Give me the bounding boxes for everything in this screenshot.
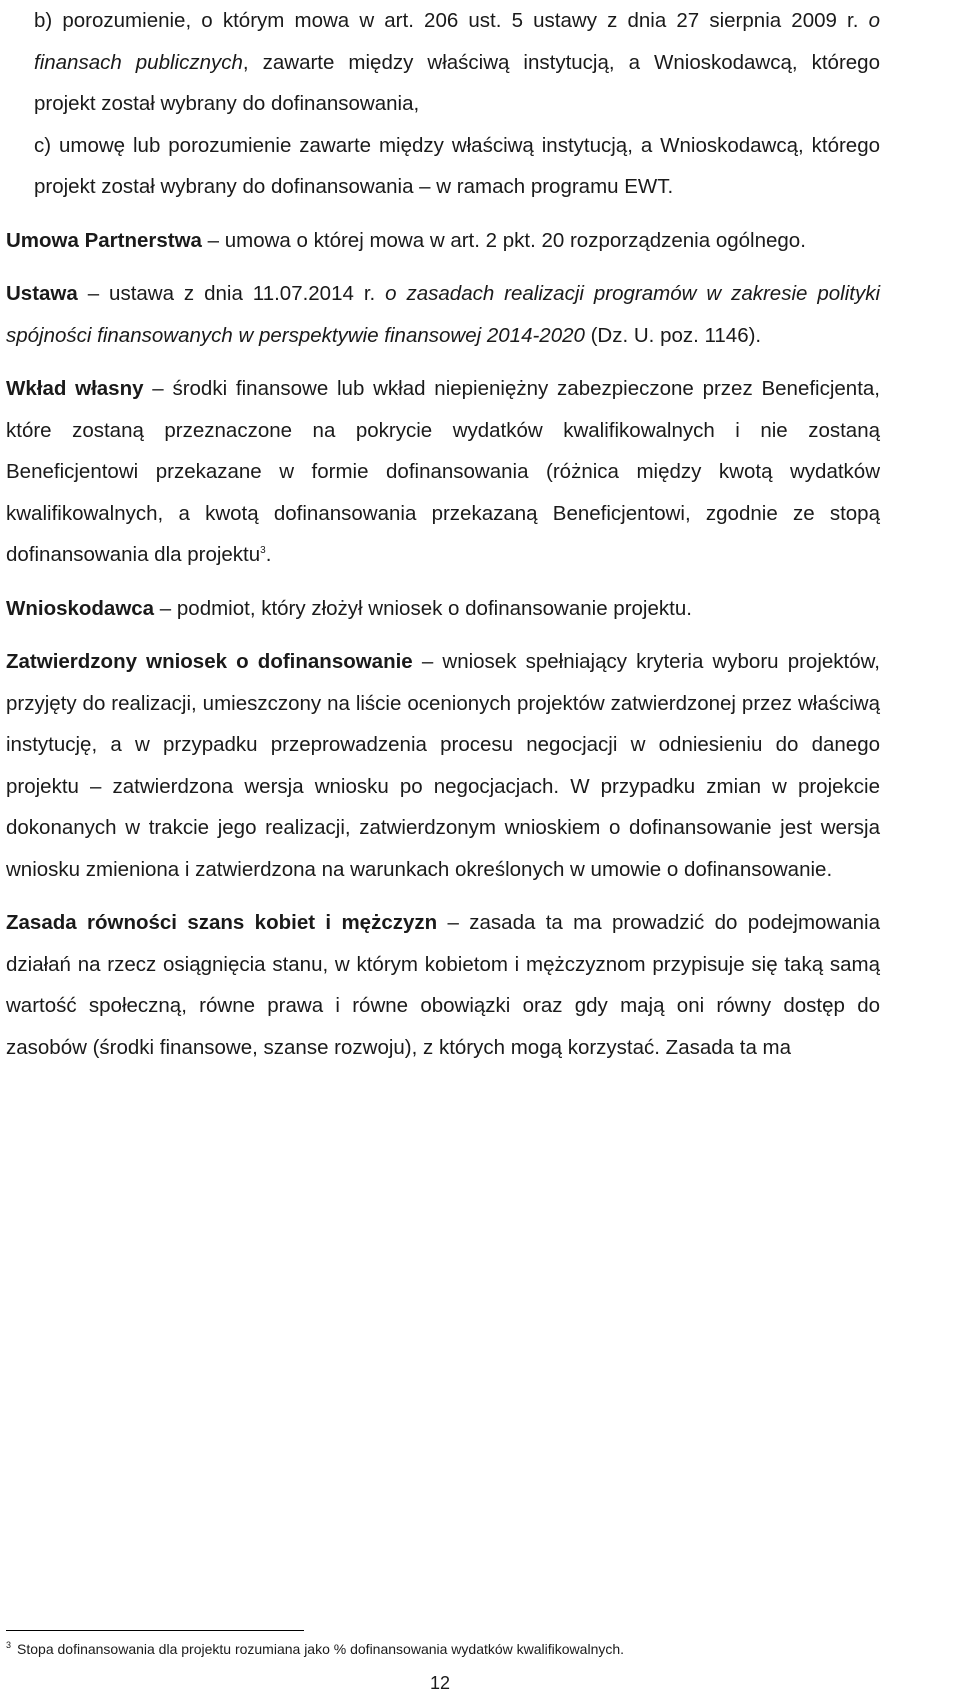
footnote-number: 3 <box>6 1640 12 1651</box>
def-ustawa <box>6 273 880 356</box>
def-wklad-wlasny <box>6 368 880 576</box>
item-b-act-title: o finansach publicznych <box>34 9 880 74</box>
definition-text-end: . <box>265 543 272 566</box>
term-umowa-partnerstwa: Umowa Partnerstwa <box>6 228 202 252</box>
item-c-text: c) umowę lub porozumienie zawarte między właściwą instytucją, a Wnioskodawcą, którego projekt został wybrany do dofinansowania – w ramach programu EWT. <box>34 133 880 198</box>
item-b-paragraph <box>6 0 880 125</box>
item-b-text: b) porozumienie, o którym mowa w art. 206 ust. 5 ustawy z dnia 27 sierpnia 2009 r. <box>34 9 869 32</box>
item-b-text-end: , zawarte między właściwą instytucją, a Wnioskodawcą, którego projekt został wybrany do dofinansowania, <box>34 50 880 115</box>
def-zatwierdzony-wniosek <box>6 641 880 890</box>
definition-text: – środki finansowe lub wkład niepieniężny zabezpieczone przez Beneficjenta, które zostaną przeznaczone na pokrycie wydatków kwalifikowalnych i nie zostaną Beneficjentowi przekazane w formie dofinansowania (różnica między kwotą wydatków kwalifikowalnych, a kwotą dofinansowania przekazaną Beneficjentowi, zgodnie ze stopą dofinansowania dla projektu <box>6 377 881 566</box>
term-ustawa: Ustawa <box>6 282 78 305</box>
def-umowa-partnerstwa <box>6 220 880 262</box>
footnote-reference[interactable]: 3 <box>260 545 266 557</box>
footnote <box>6 1638 624 1660</box>
page-number: 12 <box>429 1673 451 1693</box>
term-zatwierdzony-wniosek: Zatwierdzony wniosek o dofinansowanie <box>6 650 413 673</box>
document-page <box>6 0 880 1068</box>
definition-text: – zasada ta ma prowadzić do podejmowania działań na rzecz osiągnięcia stanu, w którym kobietom i mężczyznom przypisuje się taką samą wartość społeczną, równe prawa i równe obowiązki oraz gdy mają oni równy dostęp do zasobów (środki finansowe, szanse rozwoju), z których mogą korzystać. Zasada ta ma <box>6 911 880 1059</box>
definition-text: – podmiot, który złożył wniosek o dofinansowanie projektu. <box>154 596 692 620</box>
item-c-paragraph <box>6 125 880 208</box>
def-wnioskodawca <box>6 588 880 630</box>
term-wklad-wlasny: Wkład własny <box>6 377 144 400</box>
footnote-separator <box>6 1630 304 1631</box>
term-wnioskodawca: Wnioskodawca <box>6 596 155 620</box>
footnote-text: Stopa dofinansowania dla projektu rozumiana jako % dofinansowania wydatków kwalifikowalnych. <box>17 1641 625 1657</box>
definition-text-end: (Dz. U. poz. 1146). <box>584 323 762 347</box>
definition-text: – umowa o której mowa w art. 2 pkt. 20 rozporządzenia ogólnego. <box>201 228 806 252</box>
definition-text: – wniosek spełniający kryteria wyboru projektów, przyjęty do realizacji, umieszczony na liście ocenionych projektów zatwierdzonej przez właściwą instytucję, a w przypadku przeprowadzenia procesu negocjacji w odniesieniu do danego projektu – zatwierdzona wersja wniosku po negocjacjach. W przypadku zmian w projekcie dokonanych w trakcie jego realizacji, zatwierdzonym wnioskiem o dofinansowanie jest wersja wniosku zmieniona i zatwierdzona na warunkach określonych w umowie o dofinansowanie. <box>6 650 880 881</box>
def-zasada-rownosci <box>6 902 880 1068</box>
term-zasada-rownosci: Zasada równości szans kobiet i mężczyzn <box>6 911 438 934</box>
act-title: o zasadach realizacji programów w zakresie polityki spójności finansowanych w perspektywie finansowej 2014-2020 <box>6 282 881 347</box>
definition-text: – ustawa z dnia 11.07.2014 r. <box>77 282 386 305</box>
